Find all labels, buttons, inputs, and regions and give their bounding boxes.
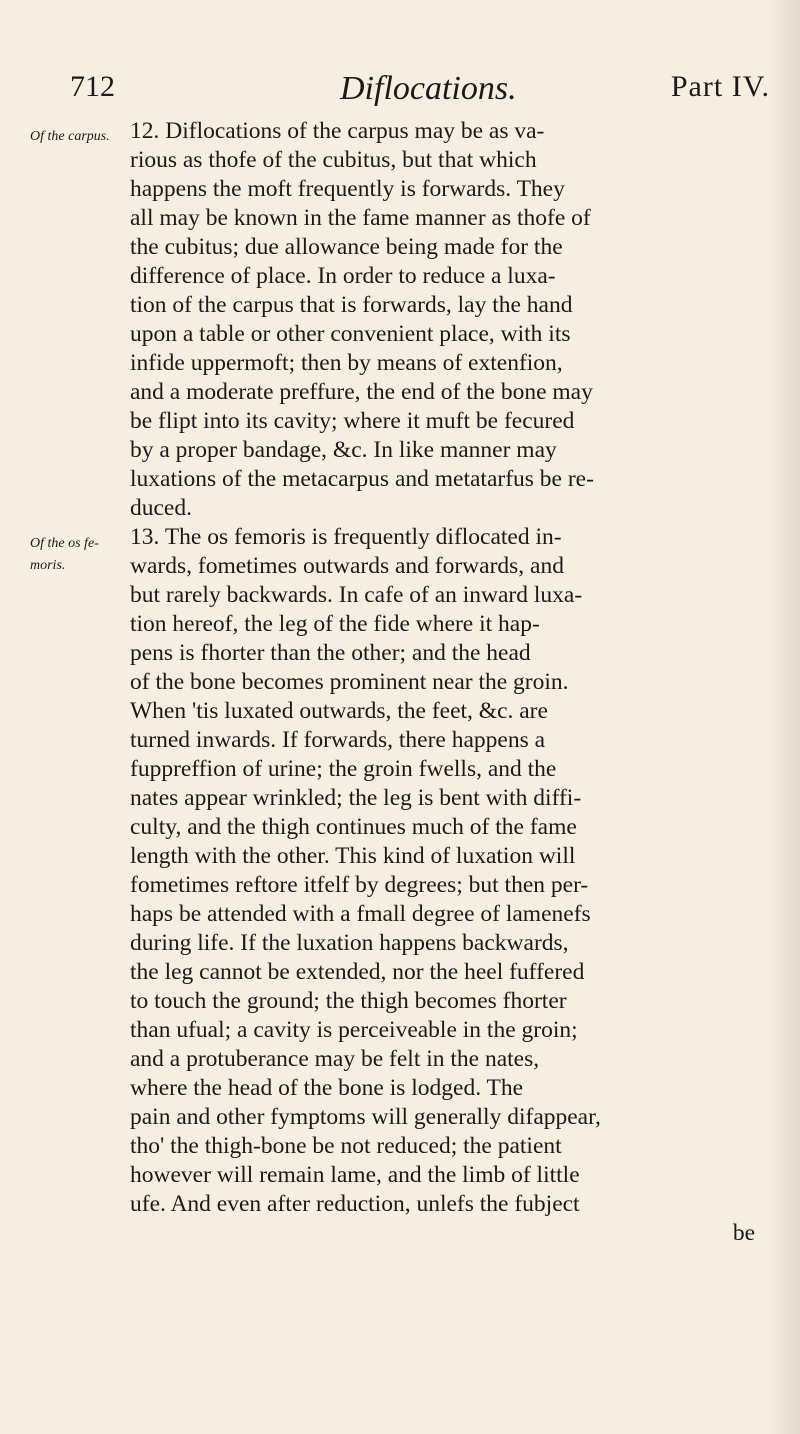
text-line: turned inwards. If forwards, there happens a	[130, 727, 546, 753]
paragraph-os-femoris	[130, 523, 780, 1248]
text-line: however will remain lame, and the limb of little	[130, 1162, 580, 1188]
text-line: of the bone becomes prominent near the groin.	[130, 669, 569, 695]
text-line: where the head of the bone is lodged. The	[130, 1075, 524, 1101]
text-line: When 'tis luxated outwards, the feet, &c. are	[130, 698, 548, 724]
text-line: pens is fhorter than the other; and the head	[130, 640, 531, 666]
part-label: Part IV.	[670, 70, 770, 103]
margin-note-os-femoris-1: Of the os fe-	[30, 536, 99, 551]
text-line: length with the other. This kind of luxation will	[130, 843, 576, 869]
page-header	[70, 70, 770, 106]
text-line: tho' the thigh-bone be not reduced; the patient	[130, 1133, 562, 1159]
text-line: the leg cannot be extended, nor the heel fuffered	[130, 959, 585, 985]
running-title: Diflocations.	[340, 70, 517, 107]
text-line: and a protuberance may be felt in the nates,	[130, 1046, 540, 1072]
text-line: all may be known in the fame manner as thofe of	[130, 205, 591, 231]
text-line: haps be attended with a fmall degree of lamenefs	[130, 901, 591, 927]
text-line: rious as thofe of the cubitus, but that which	[130, 147, 537, 173]
text-line: than ufual; a cavity is perceiveable in the groin;	[130, 1017, 578, 1043]
text-line: wards, fometimes outwards and forwards, and	[130, 553, 564, 579]
text-line: during life. If the luxation happens backwards,	[130, 930, 569, 956]
text-line: fuppreffion of urine; the groin fwells, and the	[130, 756, 557, 782]
text-line: the cubitus; due allowance being made for the	[130, 234, 563, 260]
text-line: be	[732, 1220, 755, 1246]
text-line: but rarely backwards. In cafe of an inward luxa-	[130, 582, 583, 608]
text-line: to touch the ground; the thigh becomes fhorter	[130, 988, 567, 1014]
text-line: pain and other fymptoms will generally difappear,	[130, 1104, 601, 1130]
text-line: and a moderate preffure, the end of the bone may	[130, 379, 593, 405]
page-number: 712	[70, 70, 115, 103]
text-line: 12. Diflocations of the carpus may be as va-	[130, 118, 545, 144]
text-line: culty, and the thigh continues much of the fame	[130, 814, 577, 840]
text-line: happens the moft frequently is forwards. They	[130, 176, 565, 202]
text-line: by a proper bandage, &c. In like manner may	[130, 437, 557, 463]
paragraph-carpus	[130, 117, 780, 523]
text-line: upon a table or other convenient place, with its	[130, 321, 571, 347]
text-line: fometimes reftore itfelf by degrees; but then per-	[130, 872, 589, 898]
text-line: tion of the carpus that is forwards, lay the hand	[130, 292, 573, 318]
text-line: difference of place. In order to reduce a luxa-	[130, 263, 556, 289]
text-line: luxations of the metacarpus and metatarfus be re-	[130, 466, 594, 492]
text-line: nates appear wrinkled; the leg is bent with diffi-	[130, 785, 582, 811]
text-line: be flipt into its cavity; where it muft be fecured	[130, 408, 575, 434]
text-line: tion hereof, the leg of the fide where it hap-	[130, 611, 540, 637]
text-line: infide uppermoft; then by means of extenfion,	[130, 350, 563, 376]
text-line: 13. The os femoris is frequently diflocated in-	[130, 524, 562, 550]
margin-note-os-femoris-2: moris.	[30, 558, 66, 573]
margin-note-carpus: Of the carpus.	[30, 129, 110, 144]
text-line: duced.	[130, 495, 192, 521]
text-line: ufe. And even after reduction, unlefs the fubject	[130, 1191, 580, 1217]
